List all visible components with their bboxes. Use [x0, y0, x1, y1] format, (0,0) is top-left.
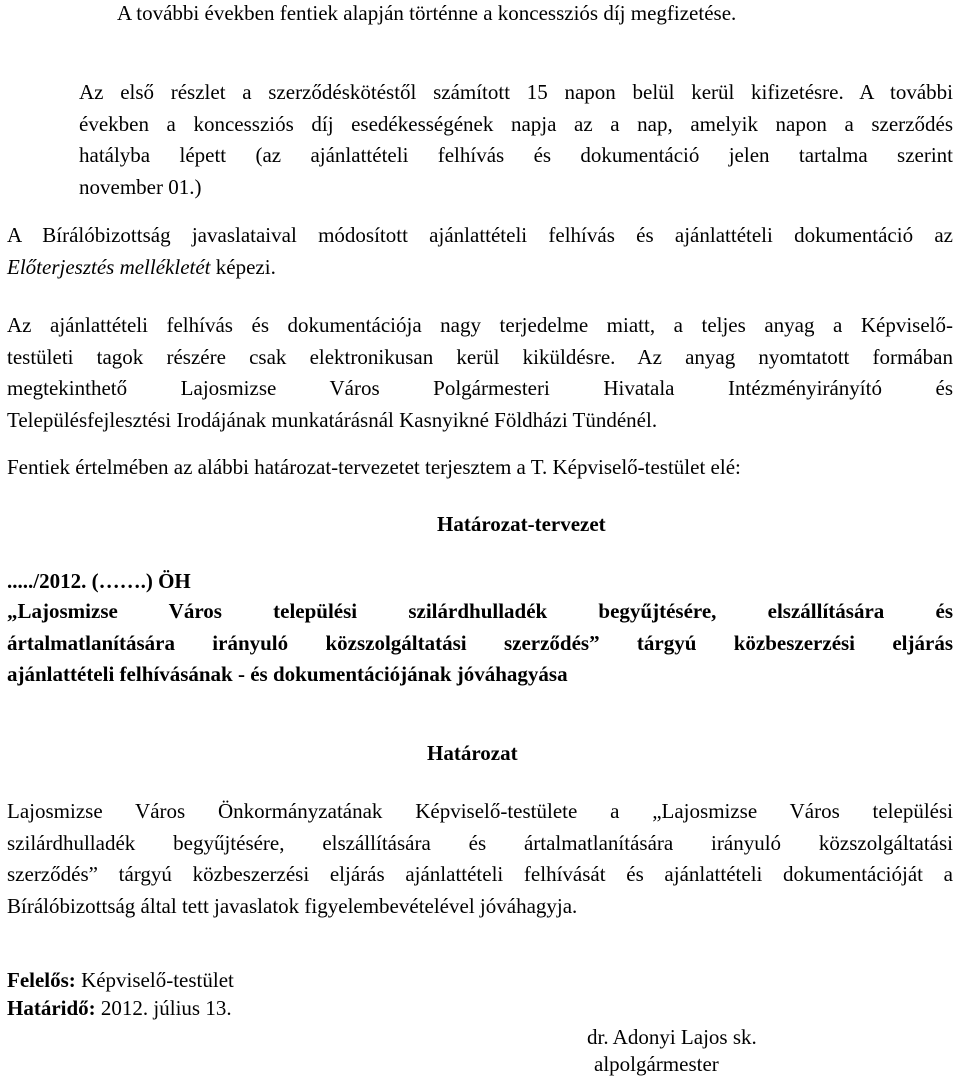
- responsible-line: [7, 967, 234, 993]
- volume-line-3: megtekinthető Lajosmizse Város Polgármesteri Hivatala Intézményirányító és: [7, 376, 953, 400]
- signature-name: dr. Adonyi Lajos sk.: [587, 1025, 757, 1049]
- resolution-title-line-3: ajánlattételi felhívásának - és dokumentációjának jóváhagyása: [7, 662, 568, 686]
- resolution-number: ...../2012. (…….) ÖH: [7, 569, 191, 593]
- volume-line-4: Településfejlesztési Irodájának munkatárásnál Kasnyikné Földházi Tündénél.: [7, 407, 658, 432]
- deadline-value: 2012. július 13.: [95, 996, 232, 1020]
- volume-line-1: Az ajánlattételi felhívás és dokumentációja nagy terjedelme miatt, a teljes anyag a Képviselő-: [7, 313, 953, 337]
- resolution-body: [7, 796, 953, 922]
- committee-line-2-rest: képezi.: [210, 254, 276, 279]
- volume-paragraph: [7, 310, 953, 436]
- resolution-title-line-1: „Lajosmizse Város települési szilárdhulladék begyűjtésére, elszállítására és: [7, 599, 953, 623]
- payment-line-3: hatályba lépett (az ajánlattételi felhívás és dokumentáció jelen tartalma szerint: [79, 143, 953, 167]
- committee-line-1: A Bírálóbizottság javaslataival módosított ajánlattételi felhívás és ajánlattételi dokumentáció az: [7, 223, 953, 247]
- resolution-body-line-1: Lajosmizse Város Önkormányzatának Képviselő-testülete a „Lajosmizse Város települési: [7, 799, 953, 823]
- resolution-body-line-3: szerződés” tárgyú közbeszerzési eljárás ajánlattételi felhívását és ajánlattételi dokumentációját a: [7, 862, 953, 886]
- responsible-label: Felelős:: [7, 968, 76, 992]
- payment-line-2: években a koncessziós díj esedékességének napja az a nap, amelyik napon a szerződés: [79, 111, 953, 136]
- committee-paragraph: [7, 220, 953, 283]
- payment-paragraph: [79, 77, 953, 203]
- proposal-line: Fentiek értelmében az alábbi határozat-tervezetet terjesztem a T. Képviselő-testület elé:: [7, 455, 741, 479]
- resolution-title: [7, 596, 953, 691]
- payment-line-4: november 01.): [79, 174, 202, 199]
- volume-line-2: testületi tagok részére csak elektronikusan kerül kiküldésre. Az anyag nyomtatott formában: [7, 344, 953, 369]
- deadline-line: [7, 995, 232, 1021]
- deadline-label: Határidő:: [7, 996, 96, 1020]
- resolution-title-line-2: ártalmatlanítására irányuló közszolgáltatási szerződés” tárgyú közbeszerzési eljárás: [7, 630, 953, 655]
- responsible-value: Képviselő-testület: [75, 968, 234, 992]
- signature-title: alpolgármester: [594, 1052, 719, 1076]
- resolution-body-line-2: szilárdhulladék begyűjtésére, elszállítására és ártalmatlanítására irányuló közszolgáltatási: [7, 830, 953, 855]
- resolution-heading: Határozat: [427, 741, 518, 765]
- resolution-body-line-4: Bírálóbizottság által tett javaslatok figyelembevételével jóváhagyja.: [7, 893, 578, 918]
- attachment-reference: Előterjesztés mellékletét: [7, 254, 211, 279]
- payment-line-1: Az első részlet a szerződéskötéstől számított 15 napon belül kerül kifizetésre. A további: [79, 80, 953, 104]
- intro-line: A további években fentiek alapján történne a koncessziós díj megfizetése.: [117, 1, 737, 25]
- draft-heading: Határozat-tervezet: [437, 512, 606, 536]
- committee-line-2: [7, 252, 953, 284]
